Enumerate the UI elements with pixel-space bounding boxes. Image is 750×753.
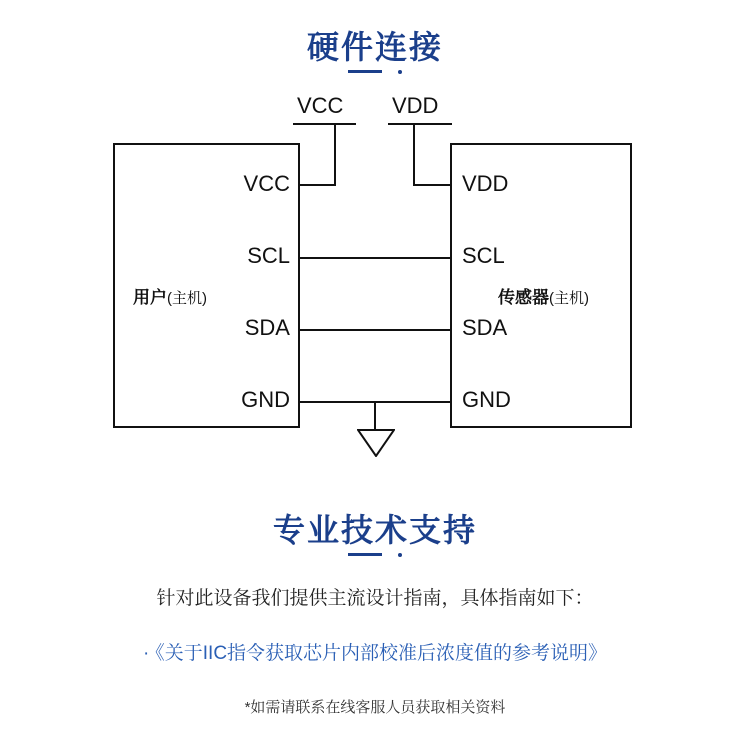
vdd-rail-label: VDD	[392, 93, 439, 118]
left-pin-sda: SDA	[244, 315, 290, 340]
left-device-name	[133, 283, 207, 308]
left-device-name-text: 用户	[133, 288, 167, 307]
underline-dash	[348, 553, 382, 556]
vcc-drop-wire	[334, 123, 336, 185]
right-pin-scl: SCL	[462, 243, 505, 268]
right-pin-sda: SDA	[462, 315, 508, 340]
vdd-rail-bar	[388, 123, 452, 125]
hardware-connection-diagram	[0, 95, 750, 475]
list-bullet: ·	[142, 643, 150, 664]
vdd-to-right-box-wire	[413, 184, 452, 186]
left-pin-scl: SCL	[247, 243, 290, 268]
right-device-name-suffix: (主机)	[549, 290, 589, 307]
vcc-to-left-box-wire	[300, 184, 336, 186]
vcc-rail-label: VCC	[297, 93, 344, 118]
sda-bus-wire	[300, 329, 451, 331]
support-note-text: *如需请联系在线客服人员获取相关资料	[244, 699, 506, 716]
underline-dot	[398, 553, 402, 557]
right-pin-vdd: VDD	[462, 171, 509, 196]
underline-dot	[398, 70, 402, 74]
hardware-title-underline	[348, 68, 402, 76]
support-title-underline	[348, 551, 402, 559]
ground-symbol-icon	[357, 429, 395, 457]
underline-dash	[348, 70, 382, 73]
left-device-name-suffix: (主机)	[167, 290, 207, 307]
right-pin-gnd: GND	[462, 387, 511, 412]
vdd-drop-wire	[413, 123, 415, 185]
support-document-link[interactable]: 《关于IIC指令获取芯片内部校准后浓度值的参考说明》	[155, 643, 608, 664]
vcc-rail-bar	[293, 123, 356, 125]
right-device-name	[498, 283, 589, 308]
support-section-title: 专业技术支持	[272, 512, 477, 548]
support-document-link-row[interactable]	[0, 638, 750, 665]
hardware-section-title: 硬件连接	[306, 29, 443, 65]
support-intro-text: 针对此设备我们提供主流设计指南，具体指南如下：	[156, 588, 594, 609]
left-pin-gnd: GND	[241, 387, 290, 412]
scl-bus-wire	[300, 257, 451, 259]
gnd-stem-wire	[374, 401, 376, 431]
left-pin-vcc: VCC	[243, 171, 290, 196]
right-device-name-text: 传感器	[498, 288, 549, 307]
